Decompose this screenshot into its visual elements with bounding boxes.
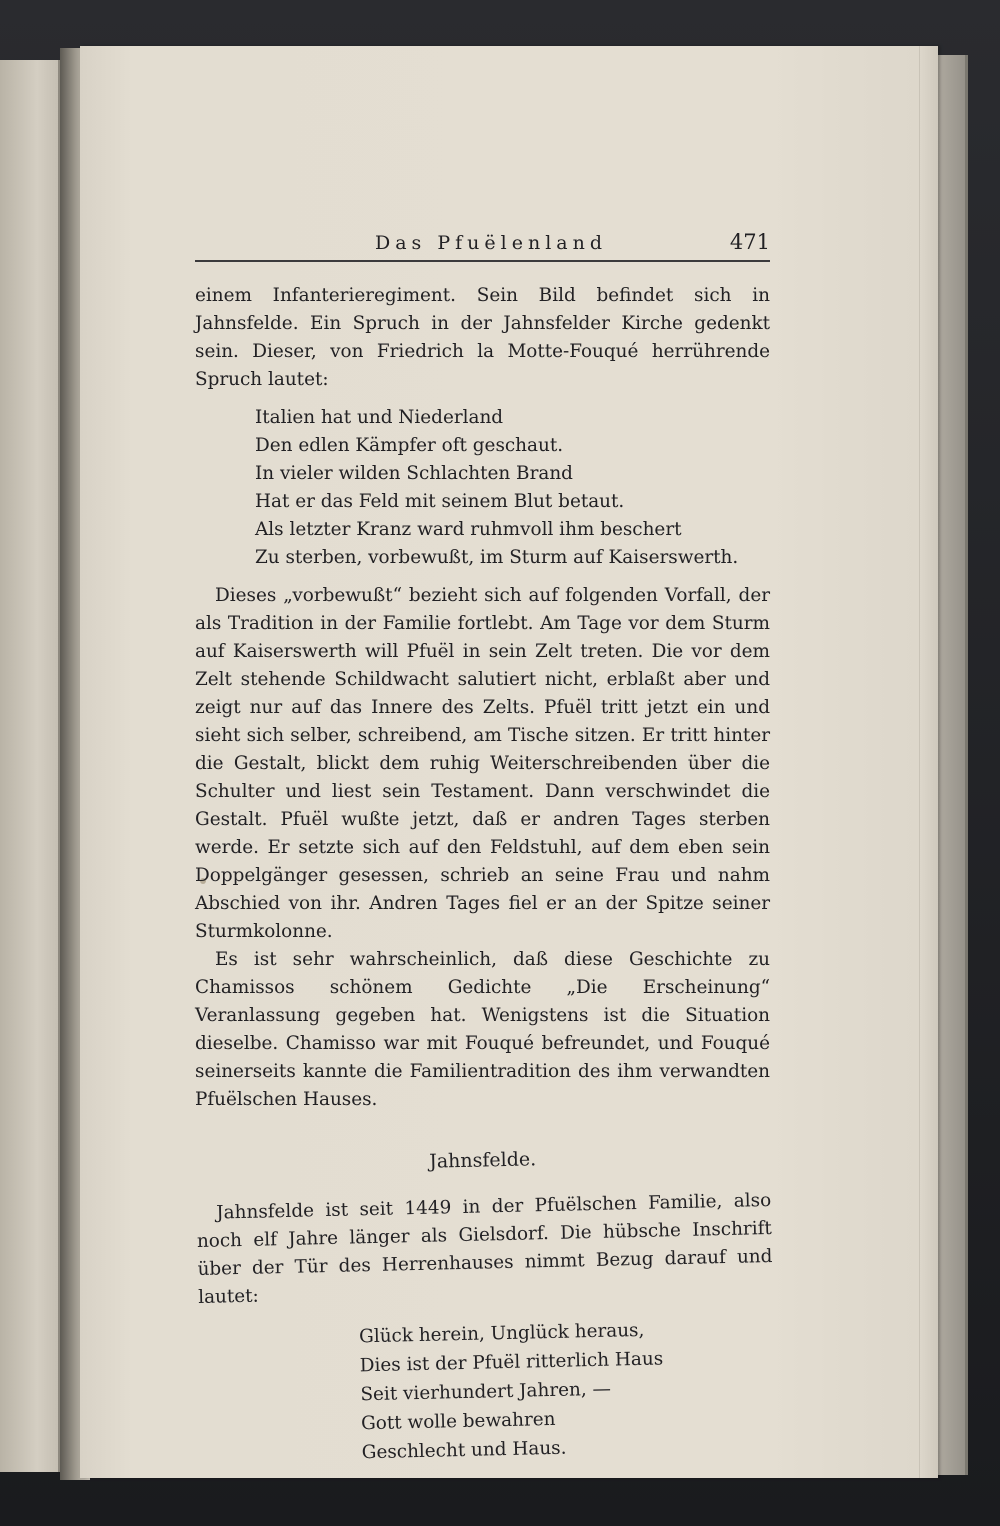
page-edge-strip [919,46,938,1478]
paragraph-1: einem Infanterieregiment. Sein Bild befindet sich in Jahnsfelde. Ein Spruch in der Jahnsfelder Kirche gedenkt sein. Dieser, von Friedrich la Motte-Fouqué herrührende Spruch lautet: [195,285,770,390]
poem-line: Glück herein, Unglück heraus, [358,1319,645,1348]
jahnsfelde-section [195,1143,777,1471]
poem-line: Seit vierhundert Jahren, — [360,1378,612,1406]
poem-line: Dies ist der Pfuël ritterlich Haus [359,1348,664,1377]
poem-epitaph [195,404,770,572]
poem-line: In vieler wilden Schlachten Brand [255,463,573,484]
poem-line: Zu sterben, vorbewußt, im Sturm auf Kaiserswerth. [255,547,739,568]
poem-inscription [199,1313,777,1471]
text-block [195,216,773,1471]
page-number: 471 [729,230,770,254]
running-head: Das Pfuëlenland [375,232,608,254]
book-page [80,46,938,1478]
poem-line: Hat er das Feld mit seinem Blut betaut. [255,491,625,512]
poem-line: Den edlen Kämpfer oft geschaut. [255,435,564,456]
section-heading: Jahnsfelde. [428,1148,537,1173]
poem-line: Geschlecht und Haus. [361,1437,567,1464]
poem-line: Italien hat und Niederland [255,407,504,428]
page-header [195,216,770,262]
paragraph-4: Jahnsfelde ist seit 1449 in der Pfuëlschen Familie, also noch elf Jahre länger als Gielsdorf. Die hübsche Inschrift über der Tür des Herrenhauses nimmt Bezug darauf und lautet: [196,1189,773,1308]
poem-line: Als letzter Kranz ward ruhmvoll ihm beschert [255,519,682,540]
left-page-edge [0,60,62,1472]
paragraph-2: Dieses „vorbewußt“ bezieht sich auf folgenden Vorfall, der als Tradition in der Familie fortlebt. Am Tage vor dem Sturm auf Kaiserswerth will Pfuël in sein Zelt treten. Die vor dem Zelt stehende Schildwacht salutiert nicht, erblaßt aber und zeigt nur auf das Innere des Zelts. Pfuël tritt jetzt ein und sieht sich selber, schreibend, am Tische sitzen. Er tritt hinter die Gestalt, blickt dem ruhig Weiterschreibenden über die Schulter und liest sein Testament. Dann verschwindet die Gestalt. Pfuël wußte jetzt, daß er andren Tages sterben werde. Er setzte sich auf den Feldstuhl, auf dem eben sein Doppelgänger gesessen, schrieb an seine Frau und nahm Abschied von ihr. Andren Tages fiel er an der Spitze seiner Sturmkolonne. [195,585,770,942]
poem-line: Gott wolle bewahren [360,1408,556,1435]
paragraph-3: Es ist sehr wahrscheinlich, daß diese Geschichte zu Chamissos schönem Gedichte „Die Erscheinung“ Veranlassung gegeben hat. Wenigstens ist die Situation dieselbe. Chamisso war mit Fouqué befreundet, und Fouqué seinerseits kannte die Familientradition des ihm verwandten Pfuëlschen Hauses. [195,949,770,1110]
